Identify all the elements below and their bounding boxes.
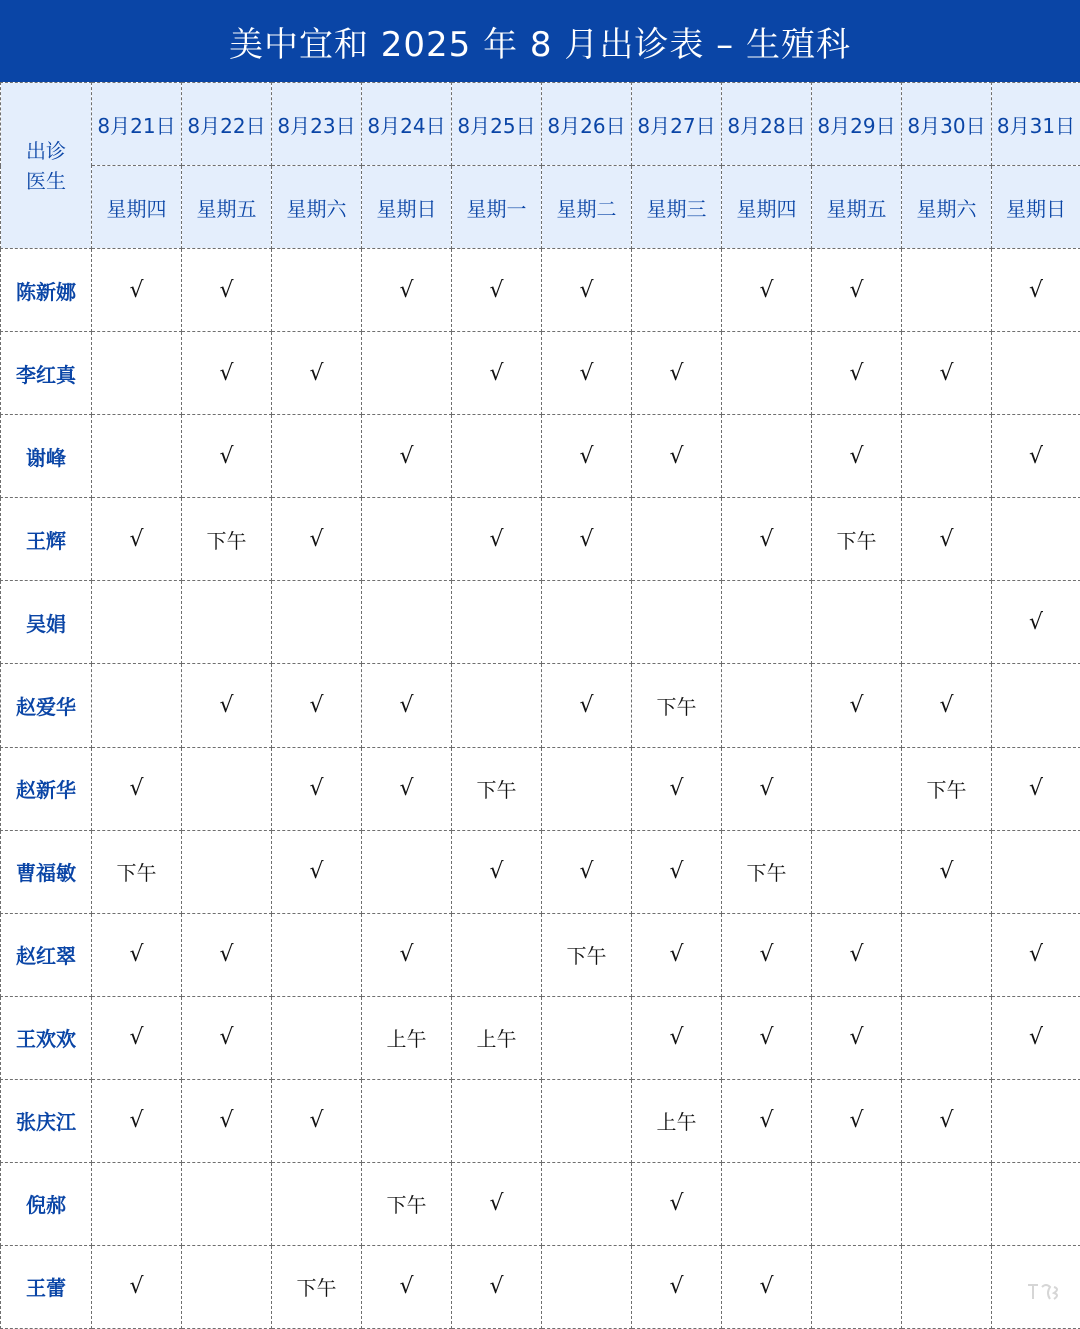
- schedule-cell: √: [452, 498, 542, 581]
- doctor-name: 张庆江: [1, 1079, 92, 1162]
- schedule-cell: [722, 581, 812, 664]
- schedule-cell: [92, 415, 182, 498]
- schedule-cell: 上午: [362, 996, 452, 1079]
- table-row: [1, 581, 1080, 664]
- schedule-cell: [992, 1162, 1080, 1245]
- date-header: 8月31日: [992, 83, 1080, 166]
- schedule-cell: √: [992, 747, 1080, 830]
- schedule-cell: √: [362, 1245, 452, 1328]
- schedule-cell: √: [272, 332, 362, 415]
- schedule-cell: √: [632, 332, 722, 415]
- schedule-cell: [812, 581, 902, 664]
- schedule-cell: √: [452, 332, 542, 415]
- schedule-cell: √: [722, 1079, 812, 1162]
- table-row: [1, 1245, 1080, 1328]
- schedule-cell: √: [92, 1245, 182, 1328]
- schedule-cell: [182, 1245, 272, 1328]
- schedule-cell: [452, 581, 542, 664]
- schedule-cell: √: [632, 1245, 722, 1328]
- schedule-cell: √: [632, 415, 722, 498]
- date-header: 8月30日: [902, 83, 992, 166]
- schedule-cell: √: [452, 830, 542, 913]
- schedule-cell: [452, 664, 542, 747]
- schedule-cell: √: [92, 913, 182, 996]
- schedule-cell: √: [812, 249, 902, 332]
- schedule-cell: √: [542, 498, 632, 581]
- schedule-cell: 下午: [362, 1162, 452, 1245]
- schedule-cell: √: [92, 996, 182, 1079]
- weekday-header: 星期五: [182, 166, 272, 249]
- schedule-cell: [812, 1162, 902, 1245]
- schedule-cell: [632, 249, 722, 332]
- schedule-cell: √: [992, 249, 1080, 332]
- schedule-cell: √: [992, 415, 1080, 498]
- schedule-cell: √: [452, 1245, 542, 1328]
- schedule-cell: √: [362, 664, 452, 747]
- schedule-cell: [542, 996, 632, 1079]
- watermark-icon: [1026, 1281, 1066, 1303]
- schedule-cell: [452, 1079, 542, 1162]
- schedule-cell: [812, 830, 902, 913]
- schedule-cell: [902, 1245, 992, 1328]
- schedule-cell: √: [362, 415, 452, 498]
- doctor-name: 吴娟: [1, 581, 92, 664]
- schedule-cell: [722, 664, 812, 747]
- schedule-cell: √: [632, 913, 722, 996]
- schedule-cell: √: [542, 830, 632, 913]
- schedule-cell: √: [812, 664, 902, 747]
- date-header: 8月23日: [272, 83, 362, 166]
- schedule-cell: √: [272, 664, 362, 747]
- schedule-cell: √: [992, 996, 1080, 1079]
- schedule-cell: √: [542, 332, 632, 415]
- schedule-cell: [902, 996, 992, 1079]
- schedule-cell: [452, 415, 542, 498]
- schedule-cell: [182, 830, 272, 913]
- schedule-cell: √: [92, 498, 182, 581]
- date-header: 8月28日: [722, 83, 812, 166]
- schedule-cell: √: [902, 664, 992, 747]
- date-header: 8月24日: [362, 83, 452, 166]
- date-header: 8月26日: [542, 83, 632, 166]
- schedule-cell: [902, 581, 992, 664]
- date-header: 8月25日: [452, 83, 542, 166]
- schedule-cell: [902, 913, 992, 996]
- schedule-cell: √: [182, 249, 272, 332]
- schedule-cell: √: [722, 913, 812, 996]
- schedule-cell: [362, 830, 452, 913]
- schedule-cell: 上午: [632, 1079, 722, 1162]
- schedule-cell: √: [632, 830, 722, 913]
- schedule-cell: [92, 581, 182, 664]
- table-row: [1, 996, 1080, 1079]
- schedule-cell: √: [812, 1079, 902, 1162]
- schedule-cell: √: [722, 249, 812, 332]
- schedule-cell: [902, 415, 992, 498]
- schedule-cell: √: [182, 996, 272, 1079]
- schedule-cell: [992, 1079, 1080, 1162]
- doctor-name: 王蕾: [1, 1245, 92, 1328]
- schedule-cell: √: [182, 913, 272, 996]
- weekday-header: 星期三: [632, 166, 722, 249]
- schedule-cell: [92, 1162, 182, 1245]
- schedule-cell: √: [632, 1162, 722, 1245]
- schedule-cell: [272, 996, 362, 1079]
- schedule-cell: √: [722, 996, 812, 1079]
- weekday-header: 星期二: [542, 166, 632, 249]
- doctor-name: 赵新华: [1, 747, 92, 830]
- schedule-cell: √: [632, 747, 722, 830]
- schedule-cell: √: [992, 581, 1080, 664]
- schedule-cell: [632, 581, 722, 664]
- schedule-cell: [182, 1162, 272, 1245]
- schedule-cell: √: [542, 415, 632, 498]
- schedule-cell: [542, 1245, 632, 1328]
- schedule-cell: 下午: [452, 747, 542, 830]
- schedule-cell: 下午: [542, 913, 632, 996]
- schedule-cell: [542, 1162, 632, 1245]
- doctor-name: 王欢欢: [1, 996, 92, 1079]
- doctor-name: 谢峰: [1, 415, 92, 498]
- schedule-cell: [812, 1245, 902, 1328]
- schedule-cell: [92, 332, 182, 415]
- weekday-header: 星期六: [272, 166, 362, 249]
- schedule-cell: √: [632, 996, 722, 1079]
- weekday-header: 星期四: [722, 166, 812, 249]
- schedule-cell: [902, 249, 992, 332]
- date-header: 8月27日: [632, 83, 722, 166]
- schedule-body: [1, 83, 1080, 1329]
- schedule-cell: [272, 913, 362, 996]
- schedule-cell: [182, 747, 272, 830]
- schedule-cell: [542, 581, 632, 664]
- schedule-cell: 下午: [812, 498, 902, 581]
- weekday-header: 星期四: [92, 166, 182, 249]
- schedule-cell: [992, 332, 1080, 415]
- schedule-cell: [362, 498, 452, 581]
- schedule-cell: [902, 1162, 992, 1245]
- schedule-cell: √: [812, 913, 902, 996]
- date-header: 8月29日: [812, 83, 902, 166]
- schedule-cell: [362, 1079, 452, 1162]
- schedule-cell: [272, 1162, 362, 1245]
- schedule-table: [0, 82, 1080, 1329]
- weekday-header: 星期五: [812, 166, 902, 249]
- doctor-name: 王辉: [1, 498, 92, 581]
- schedule-cell: √: [452, 1162, 542, 1245]
- schedule-cell: [92, 664, 182, 747]
- schedule-cell: 上午: [452, 996, 542, 1079]
- weekday-header: 星期一: [452, 166, 542, 249]
- schedule-cell: √: [542, 249, 632, 332]
- schedule-cell: [272, 249, 362, 332]
- schedule-cell: √: [182, 332, 272, 415]
- schedule-cell: √: [812, 415, 902, 498]
- schedule-cell: [362, 332, 452, 415]
- table-row: [1, 1079, 1080, 1162]
- table-row: [1, 830, 1080, 913]
- weekday-header: 星期日: [992, 166, 1080, 249]
- doctor-name: 赵爱华: [1, 664, 92, 747]
- schedule-cell: √: [542, 664, 632, 747]
- schedule-cell: [992, 830, 1080, 913]
- schedule-cell: √: [182, 664, 272, 747]
- schedule-cell: 下午: [722, 830, 812, 913]
- schedule-cell: [722, 415, 812, 498]
- schedule-cell: √: [182, 1079, 272, 1162]
- schedule-cell: [992, 498, 1080, 581]
- schedule-cell: [452, 913, 542, 996]
- table-row: [1, 332, 1080, 415]
- schedule-cell: [992, 664, 1080, 747]
- schedule-cell: √: [92, 249, 182, 332]
- schedule-cell: √: [992, 913, 1080, 996]
- schedule-cell: √: [182, 415, 272, 498]
- schedule-cell: √: [92, 747, 182, 830]
- doctor-name: 陈新娜: [1, 249, 92, 332]
- schedule-cell: [812, 747, 902, 830]
- schedule-cell: √: [272, 1079, 362, 1162]
- schedule-cell: [272, 581, 362, 664]
- schedule-cell: √: [92, 1079, 182, 1162]
- weekday-header: 星期日: [362, 166, 452, 249]
- schedule-cell: 下午: [92, 830, 182, 913]
- schedule-cell: 下午: [182, 498, 272, 581]
- schedule-cell: 下午: [902, 747, 992, 830]
- schedule-cell: [632, 498, 722, 581]
- schedule-cell: √: [722, 1245, 812, 1328]
- schedule-cell: [542, 1079, 632, 1162]
- schedule-cell: [542, 747, 632, 830]
- header-weekday-row: [1, 166, 1080, 249]
- date-header: 8月21日: [92, 83, 182, 166]
- schedule-cell: [362, 581, 452, 664]
- schedule-cell: √: [272, 498, 362, 581]
- schedule-cell: √: [272, 830, 362, 913]
- schedule-cell: √: [722, 747, 812, 830]
- schedule-cell: √: [902, 830, 992, 913]
- schedule-cell: √: [362, 249, 452, 332]
- schedule-cell: 下午: [632, 664, 722, 747]
- schedule-cell: √: [362, 913, 452, 996]
- schedule-cell: √: [272, 747, 362, 830]
- schedule-cell: [272, 415, 362, 498]
- page-title: 美中宜和 2025 年 8 月出诊表 – 生殖科: [0, 0, 1080, 82]
- schedule-cell: √: [902, 332, 992, 415]
- schedule-cell: √: [722, 498, 812, 581]
- doctor-name: 倪郝: [1, 1162, 92, 1245]
- schedule-cell: [182, 581, 272, 664]
- schedule-cell: √: [362, 747, 452, 830]
- schedule-cell: √: [902, 498, 992, 581]
- schedule-cell: [722, 332, 812, 415]
- table-row: [1, 747, 1080, 830]
- date-header: 8月22日: [182, 83, 272, 166]
- table-row: [1, 913, 1080, 996]
- table-row: [1, 1162, 1080, 1245]
- schedule-cell: √: [452, 249, 542, 332]
- table-row: [1, 498, 1080, 581]
- corner-label-line: 医生: [26, 168, 66, 193]
- doctor-name: 曹福敏: [1, 830, 92, 913]
- weekday-header: 星期六: [902, 166, 992, 249]
- schedule-cell: √: [902, 1079, 992, 1162]
- header-date-row: [1, 83, 1080, 166]
- schedule-cell: [722, 1162, 812, 1245]
- table-row: [1, 415, 1080, 498]
- schedule-cell: √: [812, 332, 902, 415]
- doctor-name: 赵红翠: [1, 913, 92, 996]
- table-row: [1, 664, 1080, 747]
- corner-label-line: 出诊: [26, 138, 66, 163]
- table-row: [1, 249, 1080, 332]
- header-corner: [1, 83, 92, 249]
- schedule-cell: 下午: [272, 1245, 362, 1328]
- doctor-name: 李红真: [1, 332, 92, 415]
- schedule-cell: √: [812, 996, 902, 1079]
